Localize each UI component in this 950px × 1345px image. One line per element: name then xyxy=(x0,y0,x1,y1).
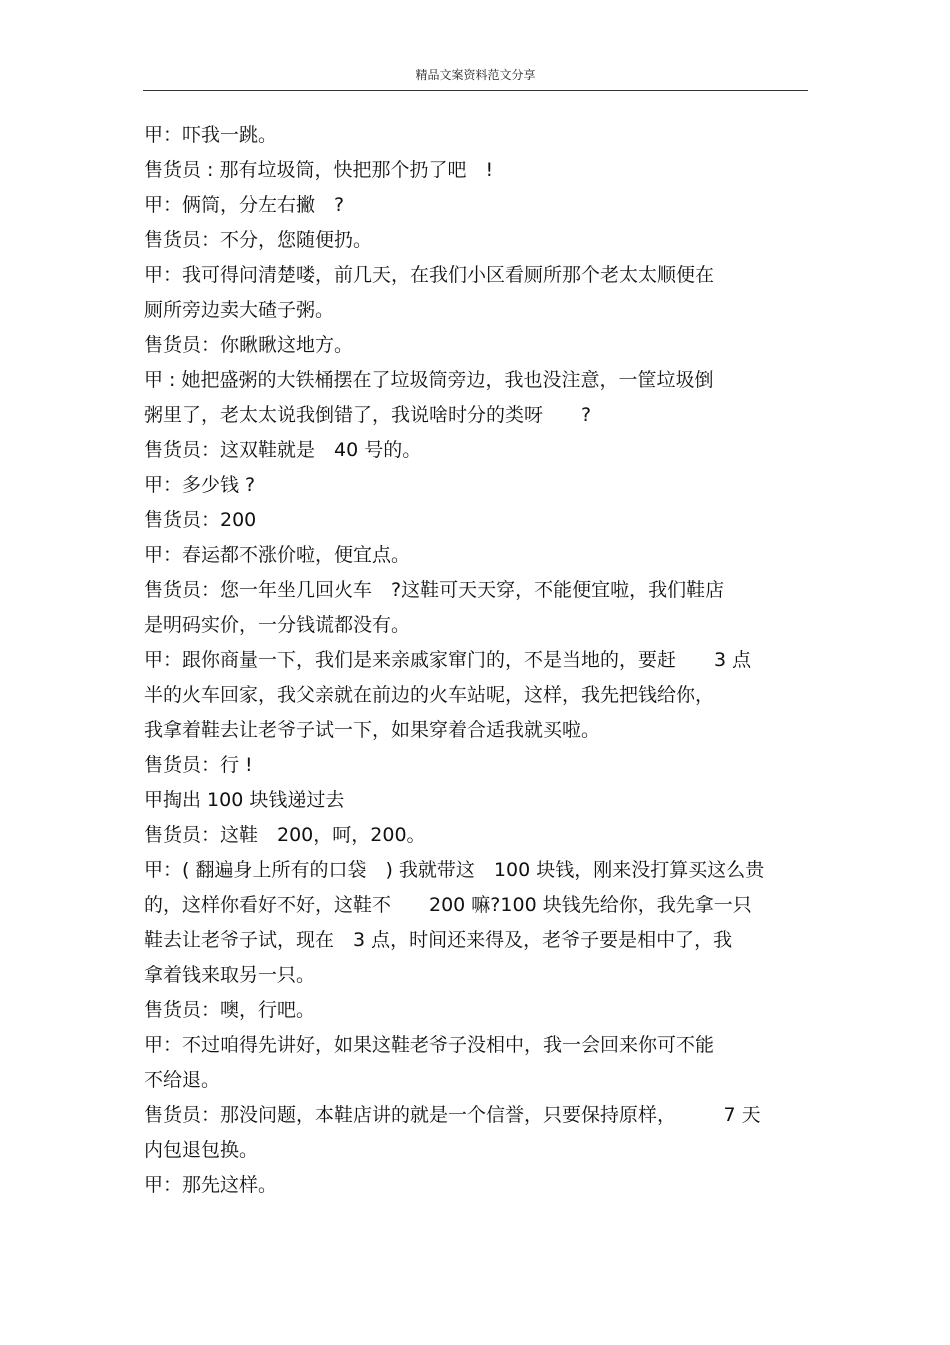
header-divider xyxy=(143,90,808,91)
text-line: 甲：我可得问清楚喽，前几天，在我们小区看厕所那个老太太顺便在 xyxy=(144,264,715,286)
text-line: 厕所旁边卖大碴子粥。 xyxy=(144,299,335,321)
text-line: 甲掏出 100 块钱递过去 xyxy=(144,789,345,811)
text-line: 甲 : 她把盛粥的大铁桶摆在了垃圾筒旁边，我也没注意，一筐垃圾倒 xyxy=(144,369,714,391)
text-line: 半的火车回家，我父亲就在前边的火车站呢，这样，我先把钱给你， xyxy=(144,684,715,706)
text-line: 甲：多少钱 ? xyxy=(144,474,256,496)
text-line: 售货员：那没问题，本鞋店讲的就是一个信誉，只要保持原样， 7 天 xyxy=(144,1104,761,1126)
text-line: 拿着钱来取另一只。 xyxy=(144,964,316,986)
text-line: 甲：不过咱得先讲好，如果这鞋老爷子没相中，我一会回来你可不能 xyxy=(144,1034,715,1056)
text-line: 甲：俩筒，分左右撇 ? xyxy=(144,194,345,216)
text-line: 售货员：200 xyxy=(144,509,257,531)
text-line: 售货员：行 ! xyxy=(144,754,253,776)
text-line: 售货员：你瞅瞅这地方。 xyxy=(144,334,354,356)
text-line: 售货员：您一年坐几回火车 ?这鞋可天天穿，不能便宜啦，我们鞋店 xyxy=(144,579,725,601)
text-line: 售货员：这鞋 200，呵，200。 xyxy=(144,824,426,846)
text-line: 售货员：噢，行吧。 xyxy=(144,999,316,1021)
text-line: 我拿着鞋去让老爷子试一下，如果穿着合适我就买啦。 xyxy=(144,719,601,741)
text-line: 甲：( 翻遍身上所有的口袋 ) 我就带这 100 块钱，刚来没打算买这么贵 xyxy=(144,859,765,881)
text-line: 甲：那先这样。 xyxy=(144,1174,278,1196)
text-line: 是明码实价，一分钱谎都没有。 xyxy=(144,614,411,636)
text-line: 的，这样你看好不好，这鞋不 200 嘛?100 块钱先给你，我先拿一只 xyxy=(144,894,752,916)
text-line: 售货员：不分，您随便扔。 xyxy=(144,229,373,251)
text-line: 甲：吓我一跳。 xyxy=(144,124,278,146)
dialogue-body xyxy=(144,118,816,1203)
text-line: 售货员 : 那有垃圾筒，快把那个扔了吧 ! xyxy=(144,159,494,181)
text-line: 甲：跟你商量一下，我们是来亲戚家窜门的，不是当地的，要赶 3 点 xyxy=(144,649,752,671)
page-header: 精品文案资料范文分享 xyxy=(415,68,536,82)
text-line: 甲：春运都不涨价啦，便宜点。 xyxy=(144,544,411,566)
text-line: 粥里了，老太太说我倒错了，我说啥时分的类呀 ? xyxy=(144,404,592,426)
text-line: 内包退包换。 xyxy=(144,1139,259,1161)
text-line: 售货员：这双鞋就是 40 号的。 xyxy=(144,439,422,461)
text-line: 不给退。 xyxy=(144,1069,221,1091)
text-line: 鞋去让老爷子试，现在 3 点，时间还来得及，老爷子要是相中了，我 xyxy=(144,929,733,951)
